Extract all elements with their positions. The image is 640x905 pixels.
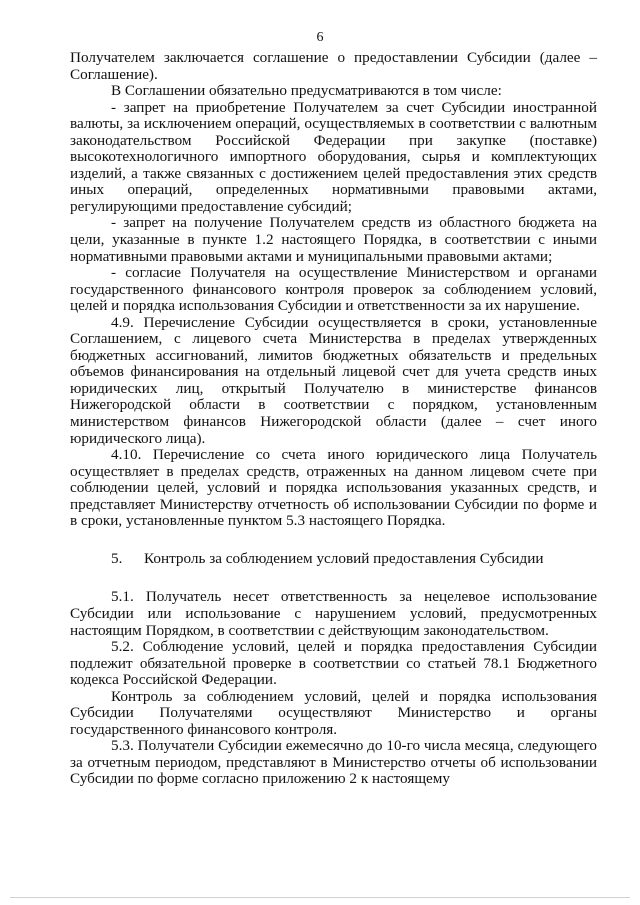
paragraph-4-9: 4.9. Перечисление Субсидии осуществляется в сроки, установленные Соглашением, с лицевого счета Министерства в пределах утвержденных бюджетных ассигнований, лимитов бюджетных обязательств и предельных объемов финансирования на отдельный лицевой счет для учета средств иных юридических лиц, открытый Получателю в министерстве финансов Нижегородской области в соответствии с порядком, установленным министерством финансов Нижегородской области (далее – счет иного юридического лица). [70,313,597,447]
paragraph-4-10: 4.10. Перечисление со счета иного юридического лица Получатель осуществляет в пределах средств, отраженных на данном лицевом счете при соблюдении целей, условий и порядка использования указанных средств, и представляет Министерству отчетность об использовании Субсидии по форме и в сроки, установленные пунктом 5.3 настоящего Порядка. [70,446,597,530]
page-bottom-divider [10,897,630,898]
paragraph-budget-ban: - запрет на получение Получателем средств из областного бюджета на цели, указанные в пункте 1.2 настоящего Порядка, в соответствии с иными нормативными правовыми актами и муниципальными правовыми актами; [70,214,597,265]
paragraph-5-3: 5.3. Получатели Субсидии ежемесячно до 10-го числа месяца, следующего за отчетным периодом, представляют в Министерство отчеты об использовании Субсидии по форме согласно приложению 2 к настоящему [70,737,597,788]
paragraph-5-2: 5.2. Соблюдение условий, целей и порядка предоставления Субсидии подлежит обязательной проверке в соответствии со статьей 78.1 Бюджетного кодекса Российской Федерации. [70,638,597,689]
paragraph-agreement-intro: В Соглашении обязательно предусматриваются в том числе: [111,82,502,100]
page-number: 6 [316,30,324,45]
paragraph-inspection-consent: - согласие Получателя на осуществление Министерством и органами государственного финансового контроля проверок за соблюдением условий, целей и порядка использования Субсидии и ответственности за их нарушение. [70,264,597,315]
paragraph-control: Контроль за соблюдением условий, целей и порядка использования Субсидии Получателями осуществляют Министерство и органы государственного финансового контроля. [70,687,597,738]
paragraph-currency-ban: - запрет на приобретение Получателем за счет Субсидии иностранной валюты, за исключением операций, осуществляемых в соответствии с валютным законодательством Российской Федерации при закупке (поставке) высокотехнологичного импортного оборудования, сырья и комплектующих изделий, а также связанных с достижением целей предоставления этих средств иных операций, определенных нормативными правовыми актами, регулирующими предоставление субсидий; [70,98,597,215]
section-heading [70,551,597,568]
document-body [70,50,597,788]
paragraph-5-1: 5.1. Получатель несет ответственность за нецелевое использование Субсидии или использование с нарушением условий, предусмотренных настоящим Порядком, в соответствии с действующим законодательством. [70,588,597,639]
section-title: Контроль за соблюдением условий предоставления Субсидии [144,549,544,567]
section-number: 5. [111,549,123,567]
paragraph-continuation: Получателем заключается соглашение о предоставлении Субсидии (далее – Соглашение). [70,49,597,83]
